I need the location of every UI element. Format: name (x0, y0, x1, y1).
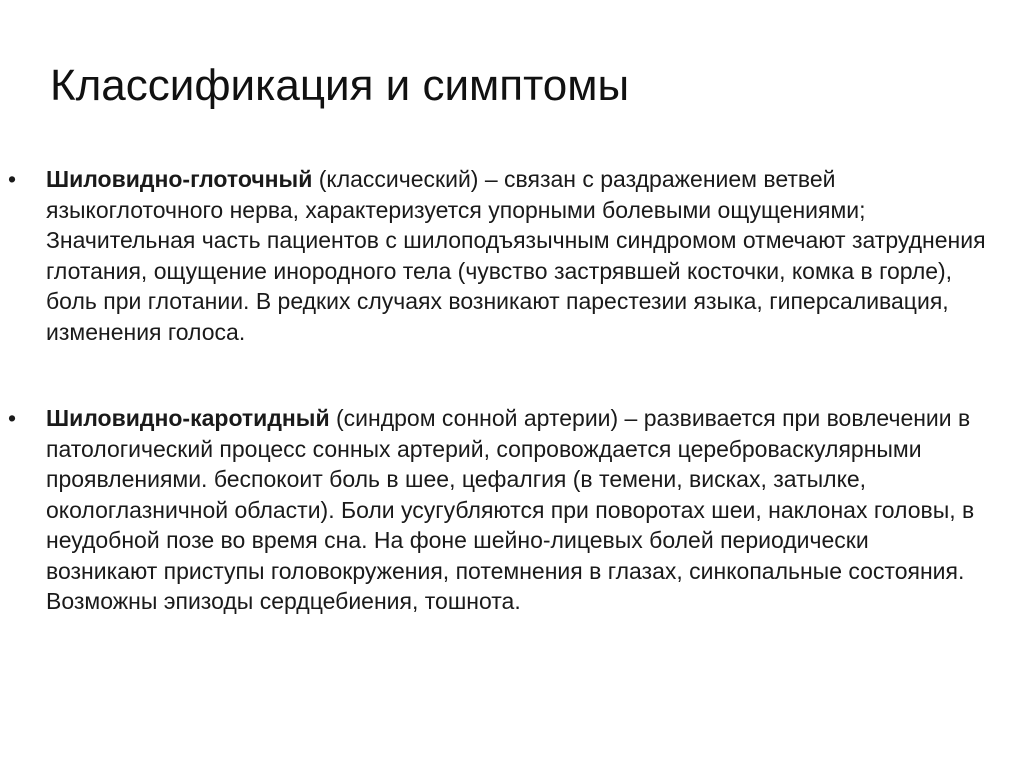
bullet-item-stylocarotid (0, 403, 986, 617)
bullet-text: (синдром сонной артерии) – развивается при вовлечении в патологический процесс сонных артерий, сопровождается цереброваскулярными проявлениями. беспокоит боль в шее, цефалгия (в темени, висках, затылке, окологлазничной области). Боли усугубляются при поворотах шеи, наклонах головы, в неудобной позе во время сна. На фоне шейно-лицевых болей периодически возникают приступы головокружения, потемнения в глазах, синкопальные состояния. Возможны эпизоды сердцебиения, тошнота. (46, 405, 975, 614)
bullet-text: (классический) – связан с раздражением ветвей языкоглоточного нерва, характеризуется упорными болевыми ощущениями; Значительная часть пациентов с шилоподъязычным синдромом отмечают затруднения глотания, ощущение инородного тела (чувство застрявшей косточки, комка в горле), боль при глотании. В редких случаях возникают парестезии языка, гиперсаливация, изменения голоса. (46, 166, 986, 345)
slide-title: Классификация и симптомы (50, 61, 630, 110)
bullet-term: Шиловидно-каротидный (46, 405, 330, 431)
bullet-marker: • (8, 405, 17, 431)
bullet-marker: • (8, 166, 17, 192)
bullet-list (0, 164, 1024, 617)
bullet-item-stylopharyngeal (0, 164, 986, 347)
bullet-term: Шиловидно-глоточный (46, 166, 313, 192)
